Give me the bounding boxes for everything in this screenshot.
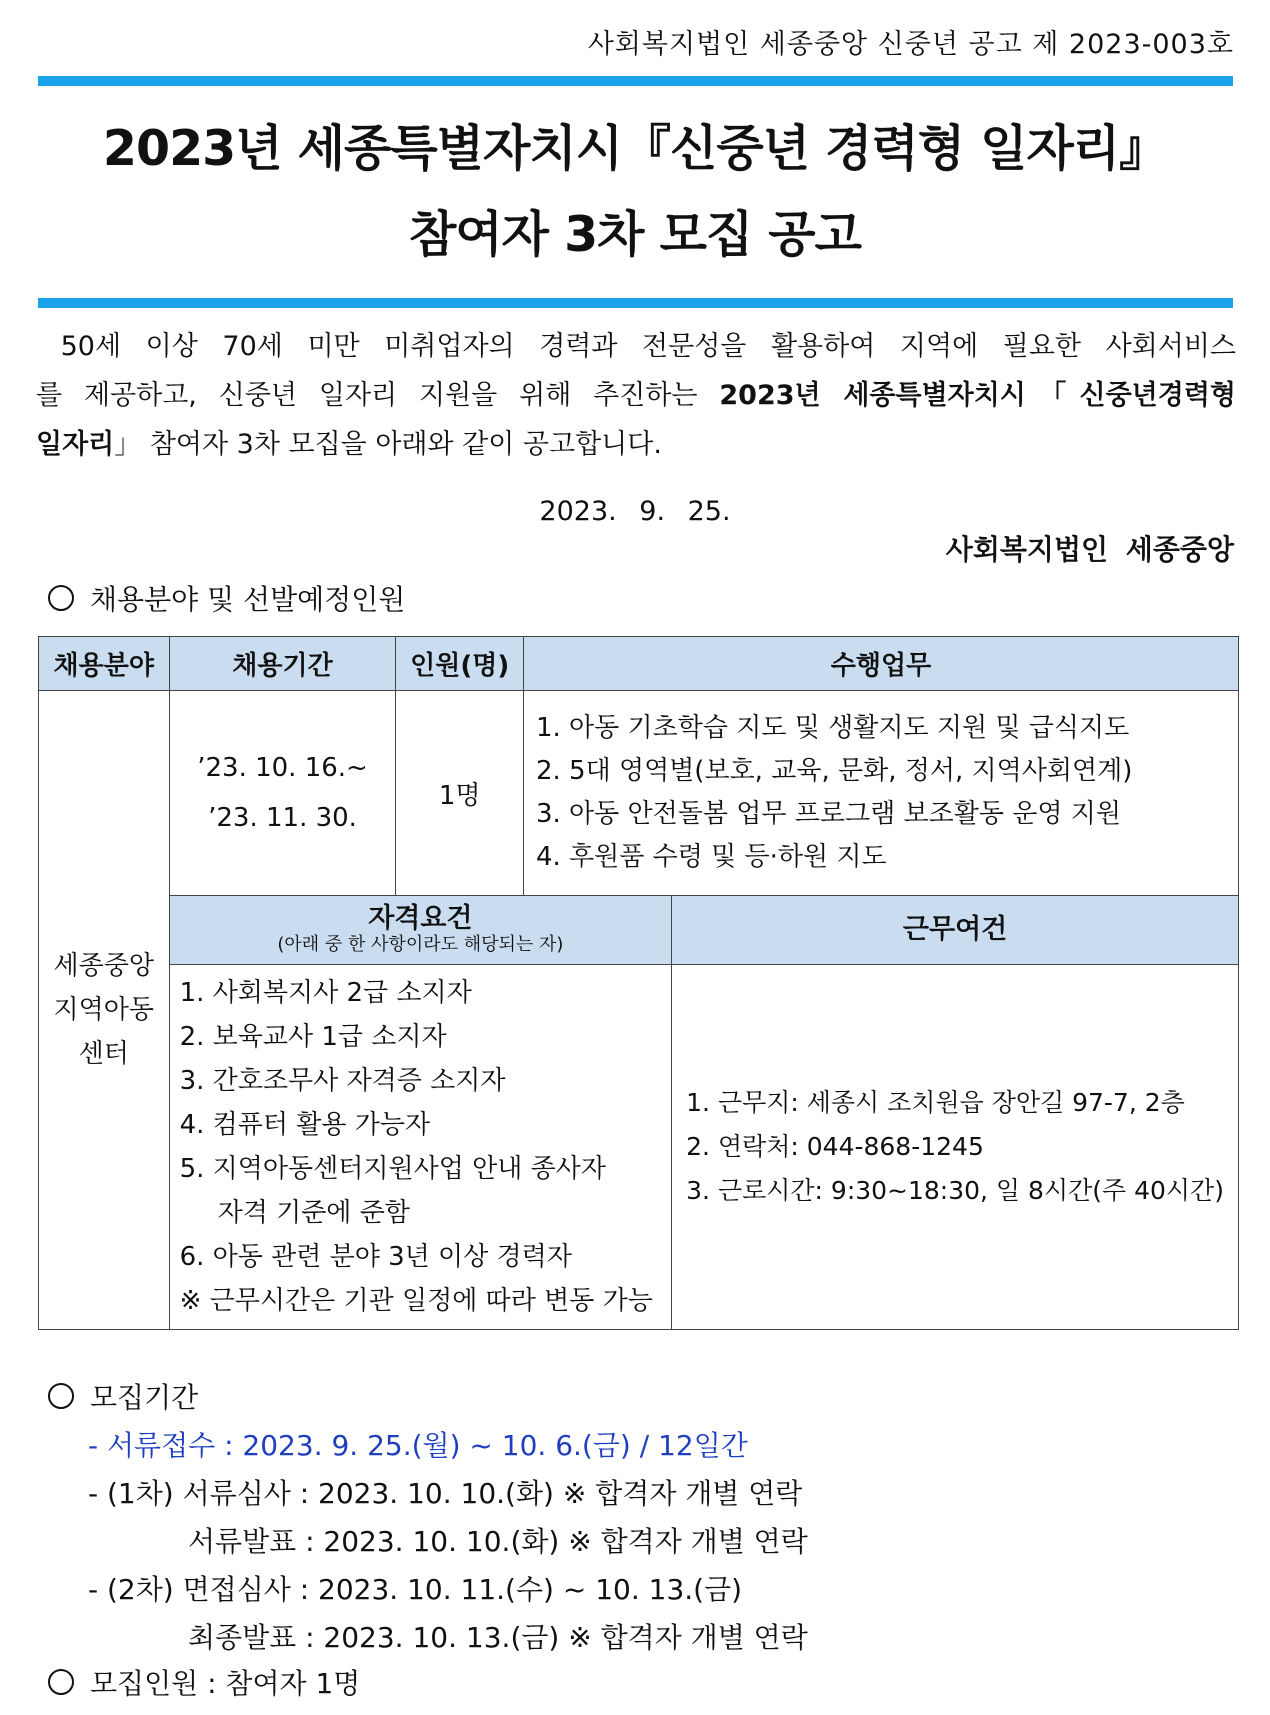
header-count: 인원(명) (396, 637, 523, 691)
qual-item-continuation: 자격 기준에 준함 (217, 1198, 410, 1228)
table-row (39, 691, 1239, 896)
schedule-document-submission: - 서류접수 : 2023. 9. 25.(월) ~ 10. 6.(금) / 12일간 (88, 1429, 748, 1462)
cond-header-title: 근무여건 (902, 914, 1008, 945)
qual-item: 3. 간호조무사 자격증 소지자 (179, 1066, 506, 1096)
qual-cell (169, 965, 672, 1330)
qual-header-title: 자격요건 (368, 903, 473, 934)
circle-bullet-icon (48, 1669, 74, 1695)
field-line: 지역아동 (53, 995, 155, 1025)
cond-item: 1. 근무지: 세종시 조치원읍 장안길 97-7, 2층 (686, 1088, 1185, 1117)
qual-item: 4. 컴퓨터 활용 가능자 (179, 1110, 431, 1140)
intro-paragraph (36, 322, 1236, 469)
section-recruitment-period (48, 1376, 198, 1416)
period-start: ’23. 10. 16.~ (197, 753, 368, 783)
intro-line-3 (36, 420, 1236, 469)
section-title: 모집인원 : 참여자 1명 (90, 1667, 361, 1700)
header-duties: 수행업무 (523, 637, 1238, 691)
qual-header-row (39, 896, 1239, 965)
duties-cell (523, 691, 1238, 896)
cond-header (672, 896, 1239, 965)
qual-item: 5. 지역아동센터지원사업 안내 종사자 (179, 1154, 606, 1184)
circle-bullet-icon (48, 1383, 74, 1409)
count-cell: 1명 (396, 691, 523, 896)
qual-item: 6. 아동 관련 분야 3년 이상 경력자 (179, 1242, 572, 1272)
intro-text-2a: 를 제공하고, 신중년 일자리 지원을 위해 추진하는 (36, 380, 720, 411)
cond-item: 2. 연락처: 044-868-1245 (686, 1132, 984, 1161)
section-recruitment-field (48, 578, 405, 618)
period-end: ’23. 11. 30. (208, 803, 357, 833)
intro-text-1: 50세 이상 70세 미만 미취업자의 경력과 전문성을 활용하여 지역에 필요한 사회서비스 (60, 331, 1236, 362)
field-line: 세종중앙 (53, 951, 155, 981)
field-line: 센터 (78, 1039, 129, 1069)
top-accent-bar (38, 76, 1233, 86)
section-title: 채용분야 및 선발예정인원 (90, 583, 406, 616)
duty-item: 1. 아동 기초학습 지도 및 생활지도 지원 및 급식지도 (535, 713, 1130, 743)
table-header-row (39, 637, 1239, 691)
table-row (39, 965, 1239, 1330)
header-period: 채용기간 (169, 637, 396, 691)
schedule-round1-announce: 서류발표 : 2023. 10. 10.(화) ※ 합격자 개별 연락 (188, 1525, 808, 1558)
section-title: 모집기간 (90, 1381, 199, 1414)
intro-line-2 (36, 371, 1236, 420)
recruitment-table (38, 636, 1239, 1330)
qual-header-sub: (아래 중 한 사항이라도 해당되는 자) (277, 934, 564, 955)
intro-text-2b: 2023년 세종특별자치시「신중년경력형 (719, 380, 1236, 411)
schedule-round1-review: - (1차) 서류심사 : 2023. 10. 10.(화) ※ 합격자 개별 연락 (88, 1477, 803, 1510)
notice-number: 사회복지법인 세종중앙 신중년 공고 제 2023-003호 (587, 29, 1234, 60)
duty-item: 4. 후원품 수령 및 등·하원 지도 (535, 842, 887, 872)
intro-line-1 (36, 322, 1236, 371)
field-cell (39, 691, 170, 1330)
schedule-final-announce: 최종발표 : 2023. 10. 13.(금) ※ 합격자 개별 연락 (188, 1621, 808, 1654)
period-cell (169, 691, 396, 896)
qual-item: 2. 보육교사 1급 소지자 (179, 1022, 447, 1052)
header-field: 채용분야 (39, 637, 170, 691)
page-title-line1: 2023년 세종특별자치시『신중년 경력형 일자리』 (102, 120, 1168, 177)
cond-cell (672, 965, 1239, 1330)
bottom-accent-bar (38, 298, 1233, 308)
organization-name: 사회복지법인 세종중앙 (945, 533, 1234, 566)
duty-item: 3. 아동 안전돌봄 업무 프로그램 보조활동 운영 지원 (535, 799, 1121, 829)
qual-item: 1. 사회복지사 2급 소지자 (179, 978, 472, 1008)
duty-item: 2. 5대 영역별(보호, 교육, 문화, 정서, 지역사회연계) (535, 756, 1133, 786)
section-recruitment-count (48, 1662, 360, 1702)
circle-bullet-icon (48, 585, 74, 611)
intro-text-3a: 일자리 (36, 429, 115, 460)
cond-item: 3. 근로시간: 9:30~18:30, 일 8시간(주 40시간) (686, 1176, 1224, 1205)
qual-note: ※ 근무시간은 기관 일정에 따라 변동 가능 (179, 1286, 653, 1316)
qual-header (169, 896, 672, 965)
notice-date: 2023. 9. 25. (539, 496, 731, 527)
page-title-line2: 참여자 3차 모집 공고 (409, 206, 861, 263)
schedule-round2-interview: - (2차) 면접심사 : 2023. 10. 11.(수) ~ 10. 13.(금) (88, 1573, 743, 1606)
intro-text-3b: 」 참여자 3차 모집을 아래와 같이 공고합니다. (114, 429, 662, 460)
